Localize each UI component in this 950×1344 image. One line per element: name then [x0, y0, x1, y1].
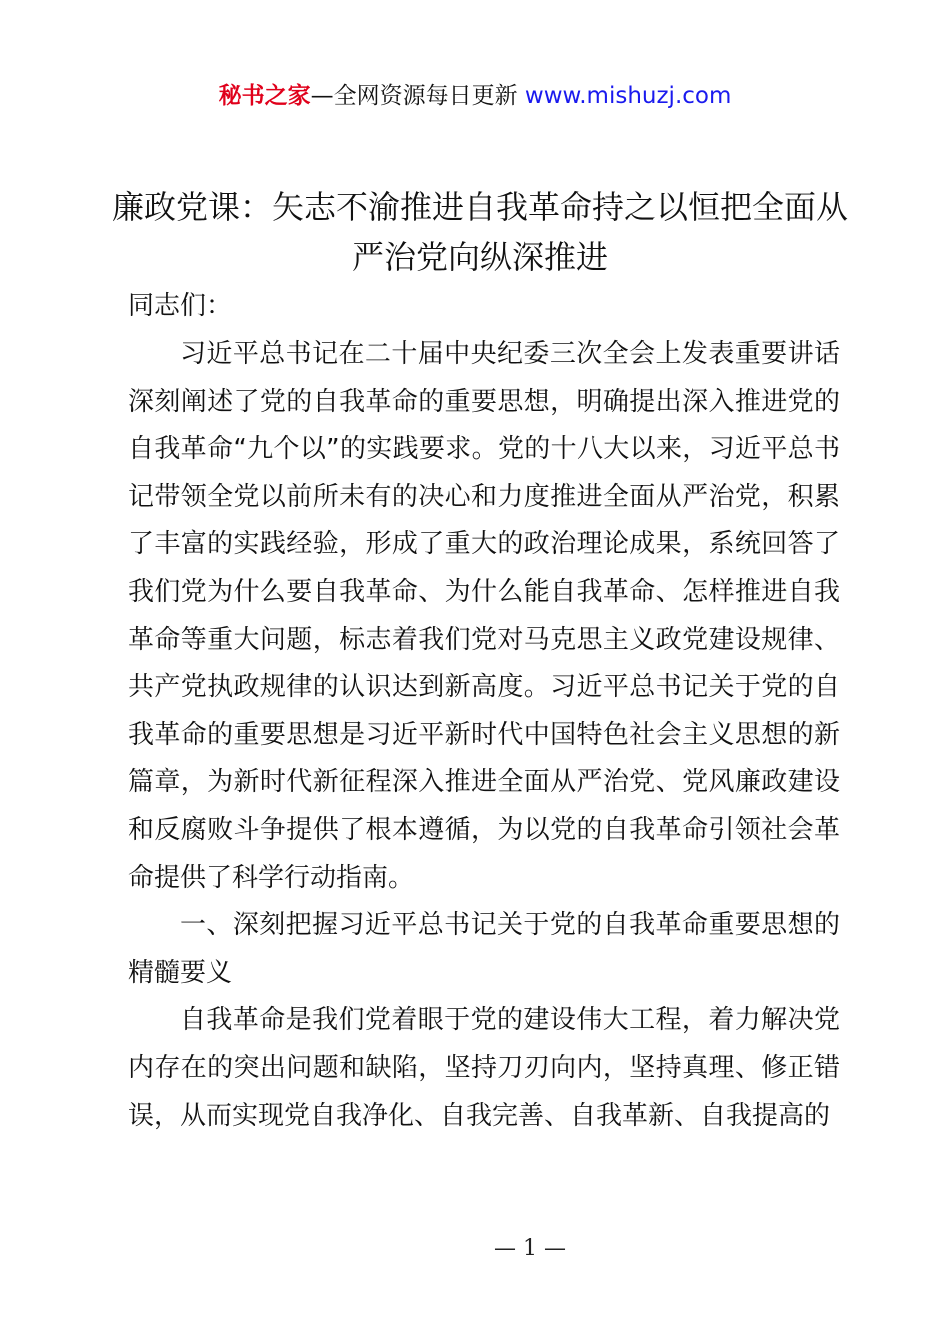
section-heading: 一、深刻把握习近平总书记关于党的自我革命重要思想的精髓要义 — [128, 910, 840, 988]
document-title: 廉政党课：矢志不渝推进自我革命持之以恒把全面从严治党向纵深推进 — [111, 188, 848, 276]
site-url-link[interactable]: www.mishuzj.com — [524, 83, 732, 109]
site-tagline: —全网资源每日更新 — [310, 83, 525, 109]
site-brand: 秘书之家 — [218, 83, 311, 109]
page-number: — 1 — — [494, 1236, 566, 1261]
body-paragraph: 自我革命是我们党着眼于党的建设伟大工程，着力解决党内存在的突出问题和缺陷，坚持刀刃向内，坚持真理、修正错误，从而实现党自我净化、自我完善、自我革新、自我提高的 — [128, 1005, 840, 1131]
salutation: 同志们： — [128, 291, 233, 321]
site-header — [0, 80, 950, 112]
body-paragraph: 习近平总书记在二十届中央纪委三次全会上发表重要讲话深刻阐述了党的自我革命的重要思想，明确提出深入推进党的自我革命“九个以”的实践要求。党的十八大以来，习近平总书记带领全党以前所未有的决心和力度推进全面从严治党，积累了丰富的实践经验，形成了重大的政治理论成果，系统回答了我们党为什么要自我革命、为什么能自我革命、怎样推进自我革命等重大问题，标志着我们党对马克思主义政党建设规律、共产党执政规律的认识达到新高度。习近平总书记关于党的自我革命的重要思想是习近平新时代中国特色社会主义思想的新篇章，为新时代新征程深入推进全面从严治党、党风廉政建设和反腐败斗争提供了根本遵循，为以党的自我革命引领社会革命提供了科学行动指南。 — [128, 339, 840, 893]
document-body — [128, 331, 840, 1140]
